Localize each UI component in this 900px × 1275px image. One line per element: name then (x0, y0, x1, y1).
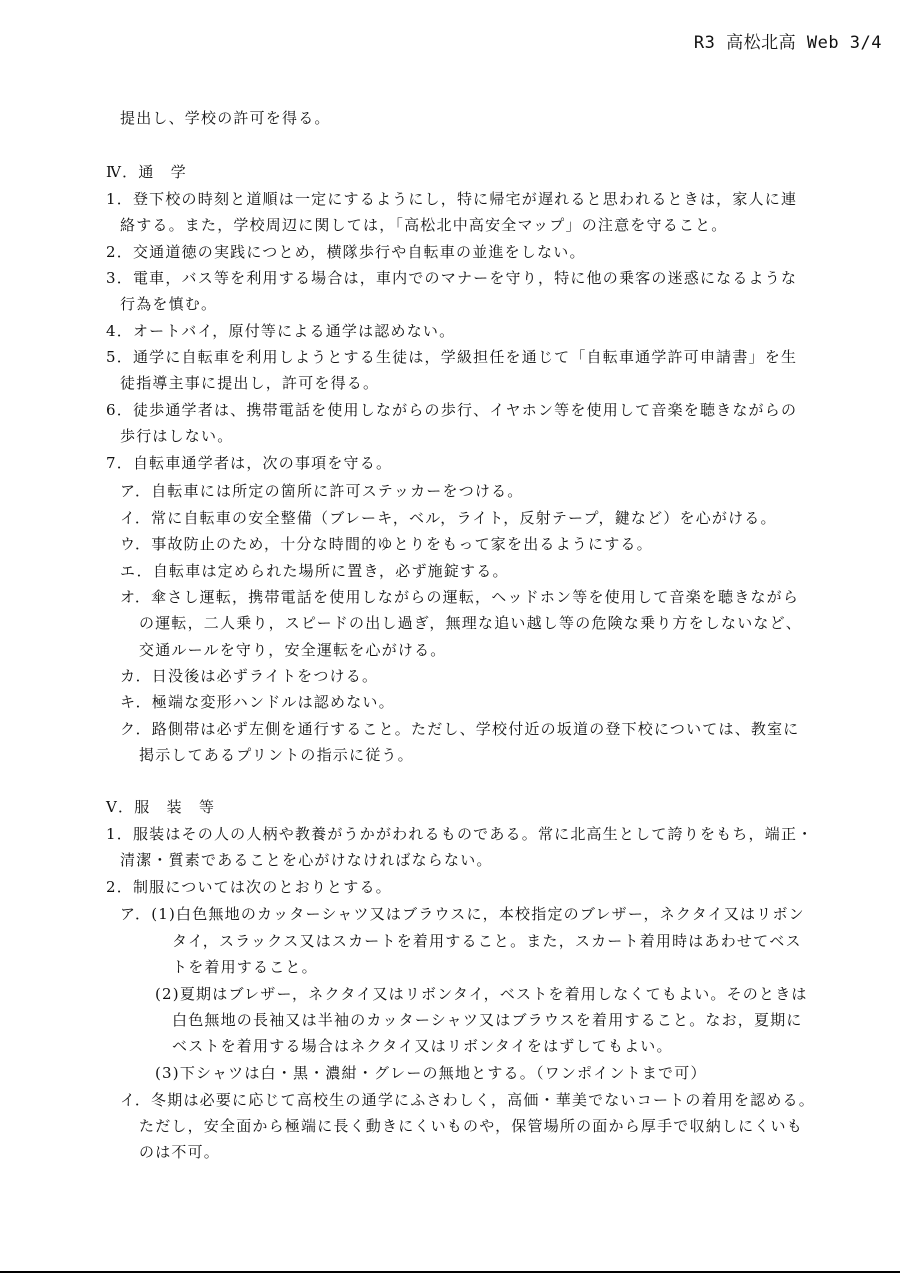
sub-item: (3)下シャツは白・黒・濃紺・グレーの無地とする。（ワンポイントまで可） (155, 1064, 707, 1082)
sub-item-continuation: 白色無地の長袖又は半袖のカッターシャツ又はブラウスを着用すること。なお，夏期に (172, 1011, 803, 1029)
sub-item-continuation: のは不可。 (139, 1143, 221, 1161)
list-item: 2．交通道徳の実践につとめ，横隊歩行や自転車の並進をしない。 (106, 243, 586, 261)
sub-item: ア．(1)白色無地のカッターシャツ又はブラウスに，本校指定のブレザー，ネクタイ又はリボン (120, 905, 805, 923)
page-bottom-rule (0, 1271, 900, 1273)
sub-item-continuation: の運転，二人乗り，スピードの出し過ぎ，無理な追い越し等の危険な乗り方をしないなど、 (139, 614, 803, 632)
sub-item-continuation: タイ，スラックス又はスカートを着用すること。また，スカート着用時はあわせてベス (172, 932, 802, 950)
sub-item-continuation: 掲示してあるプリントの指示に従う。 (139, 746, 414, 764)
list-item: 1．服装はその人の人柄や教養がうかがわれるものである。常に北高生として誇りをもち，端正・ (106, 825, 814, 843)
sub-item: (2)夏期はブレザー，ネクタイ又はリボンタイ，ベストを着用しなくてもよい。そのときは (155, 985, 808, 1003)
list-item: 2．制服については次のとおりとする。 (106, 878, 392, 896)
sub-item: カ．日没後は必ずライトをつける。 (120, 667, 379, 685)
text-line: 提出し、学校の許可を得る。 (120, 109, 331, 127)
section-heading: Ⅳ．通 学 (106, 163, 187, 181)
list-item-continuation: 徒指導主事に提出し，許可を得る。 (120, 374, 380, 392)
sub-item: イ．常に自転車の安全整備（ブレーキ，ベル，ライト，反射テープ，鍵など）を心がける。 (120, 509, 777, 527)
sub-item-continuation: ただし，安全面から極端に長く動きにくいものや，保管場所の面から厚手で収納しにくいも (139, 1117, 803, 1135)
list-item-continuation: 行為を慎む。 (120, 295, 218, 313)
list-item-continuation: 絡する。また，学校周辺に関しては，「高松北中高安全マップ」の注意を守ること。 (120, 216, 728, 234)
list-item: 6．徒歩通学者は、携帯電話を使用しながらの歩行、イヤホン等を使用して音楽を聴きながらの (106, 401, 798, 419)
list-item: 7．自転車通学者は，次の事項を守る。 (106, 454, 393, 472)
sub-item-continuation: トを着用すること。 (172, 958, 318, 976)
list-item: 4．オートバイ，原付等による通学は認めない。 (106, 322, 456, 340)
sub-item-continuation: 交通ルールを守り，安全運転を心がける。 (139, 641, 447, 659)
list-item-continuation: 清潔・質素であることを心がけなければならない。 (120, 851, 493, 869)
sub-item: ク．路側帯は必ず左側を通行すること。ただし、学校付近の坂道の登下校については、教室に (120, 720, 800, 738)
list-item: 1．登下校の時刻と道順は一定にするようにし，特に帰宅が遅れると思われるときは，家人に連 (106, 190, 798, 208)
sub-item: エ．自転車は定められた場所に置き，必ず施錠する。 (120, 562, 509, 580)
page-header: R3 高松北高 Web 3/4 (693, 33, 882, 53)
list-item: 3．電車，バス等を利用する場合は，車内でのマナーを守り，特に他の乗客の迷惑になるような (106, 269, 798, 287)
sub-item: ア．自転車には所定の箇所に許可ステッカーをつける。 (120, 482, 524, 500)
sub-item: ウ．事故防止のため，十分な時間的ゆとりをもって家を出るようにする。 (120, 535, 653, 553)
sub-item: イ．冬期は必要に応じて高校生の通学にふさわしく，高価・華美でないコートの着用を認める。 (120, 1091, 815, 1109)
sub-item: オ．傘さし運転，携帯電話を使用しながらの運転，ヘッドホン等を使用して音楽を聴きながら (120, 588, 800, 606)
sub-item: キ．極端な変形ハンドルは認めない。 (120, 693, 395, 711)
list-item: 5．通学に自転車を利用しようとする生徒は，学級担任を通じて「自転車通学許可申請書」を生 (106, 348, 798, 366)
section-heading: Ⅴ．服 装 等 (106, 798, 216, 816)
sub-item-continuation: ベストを着用する場合はネクタイ又はリボンタイをはずしてもよい。 (172, 1037, 673, 1055)
list-item-continuation: 歩行はしない。 (120, 427, 234, 445)
